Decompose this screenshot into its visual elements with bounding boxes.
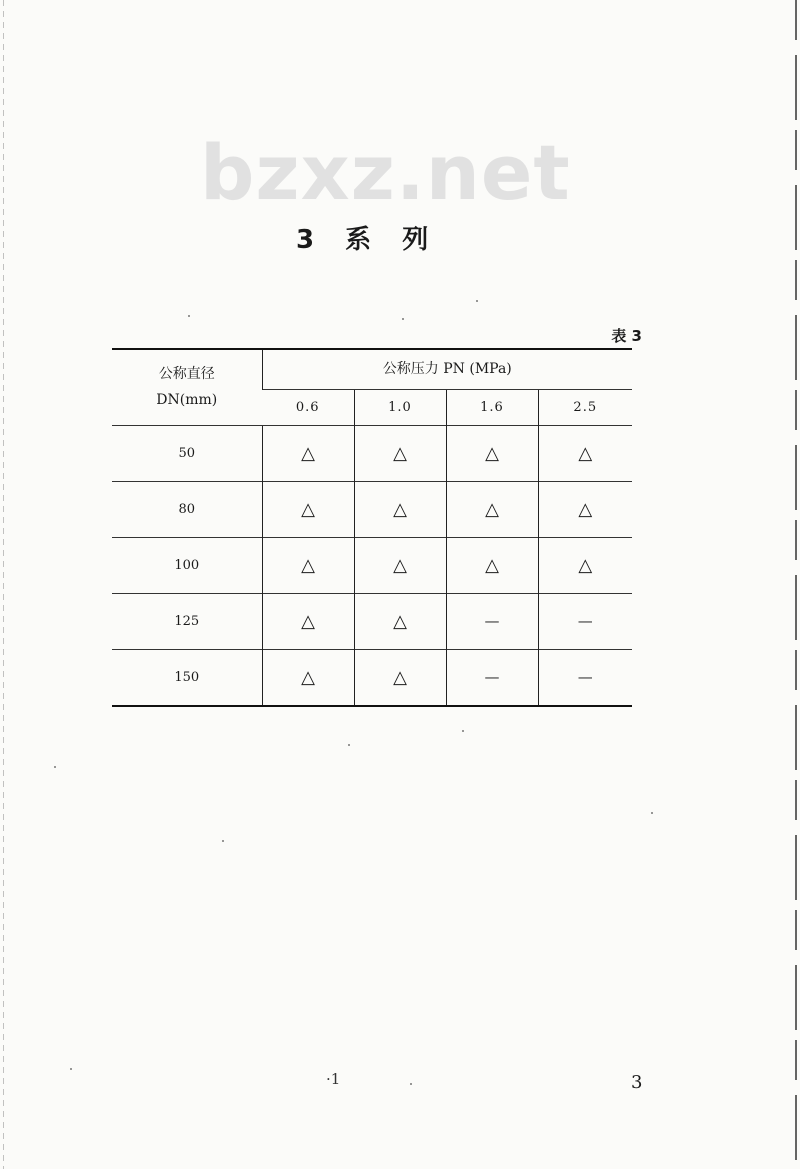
availability-mark: △	[262, 649, 354, 706]
scan-speck	[188, 315, 190, 317]
table-row	[112, 481, 632, 537]
pressure-value: 1.0	[354, 389, 446, 425]
availability-mark: △	[262, 593, 354, 649]
pressure-value: 0.6	[262, 389, 354, 425]
dn-value: 150	[112, 649, 262, 706]
availability-mark: △	[538, 537, 632, 593]
page-right-edge	[795, 0, 797, 1169]
nominal-diameter-header	[112, 349, 262, 425]
dn-value: 50	[112, 425, 262, 481]
unavailable-mark: —	[538, 649, 632, 706]
scan-speck	[70, 1068, 72, 1070]
nominal-diameter-unit: DN(mm)	[156, 392, 218, 409]
availability-mark: △	[446, 481, 538, 537]
availability-mark: △	[354, 481, 446, 537]
availability-mark: △	[354, 649, 446, 706]
series-table	[112, 348, 632, 707]
scan-speck	[462, 730, 464, 732]
scan-speck	[222, 840, 224, 842]
dn-value: 125	[112, 593, 262, 649]
page-left-edge	[3, 0, 4, 1169]
availability-mark: △	[446, 425, 538, 481]
nominal-diameter-label: 公称直径	[158, 366, 215, 383]
unavailable-mark: —	[446, 593, 538, 649]
scan-speck	[410, 1083, 412, 1085]
table-row	[112, 649, 632, 706]
scan-speck	[651, 812, 653, 814]
section-title: 3 系 列	[296, 225, 429, 255]
nominal-pressure-header: 公称压力 PN (MPa)	[262, 349, 632, 389]
availability-mark: △	[354, 593, 446, 649]
availability-mark: △	[262, 537, 354, 593]
scan-speck	[54, 766, 56, 768]
dn-value: 80	[112, 481, 262, 537]
availability-mark: △	[538, 425, 632, 481]
table-row	[112, 537, 632, 593]
pressure-value: 1.6	[446, 389, 538, 425]
availability-mark: △	[262, 425, 354, 481]
watermark: bzxz.net	[200, 128, 571, 217]
availability-mark: △	[446, 537, 538, 593]
table-caption: 表 3	[611, 327, 642, 345]
pressure-value: 2.5	[538, 389, 632, 425]
availability-mark: △	[354, 537, 446, 593]
unavailable-mark: —	[538, 593, 632, 649]
dn-value: 100	[112, 537, 262, 593]
scan-speck	[348, 744, 350, 746]
table-row	[112, 593, 632, 649]
scan-speck	[402, 318, 404, 320]
scan-speck	[476, 300, 478, 302]
table-header-row	[112, 349, 632, 389]
availability-mark: △	[262, 481, 354, 537]
footer-mark: ·1	[326, 1070, 341, 1088]
availability-mark: △	[354, 425, 446, 481]
page-number: 3	[631, 1072, 643, 1093]
availability-mark: △	[538, 481, 632, 537]
unavailable-mark: —	[446, 649, 538, 706]
table-row	[112, 425, 632, 481]
